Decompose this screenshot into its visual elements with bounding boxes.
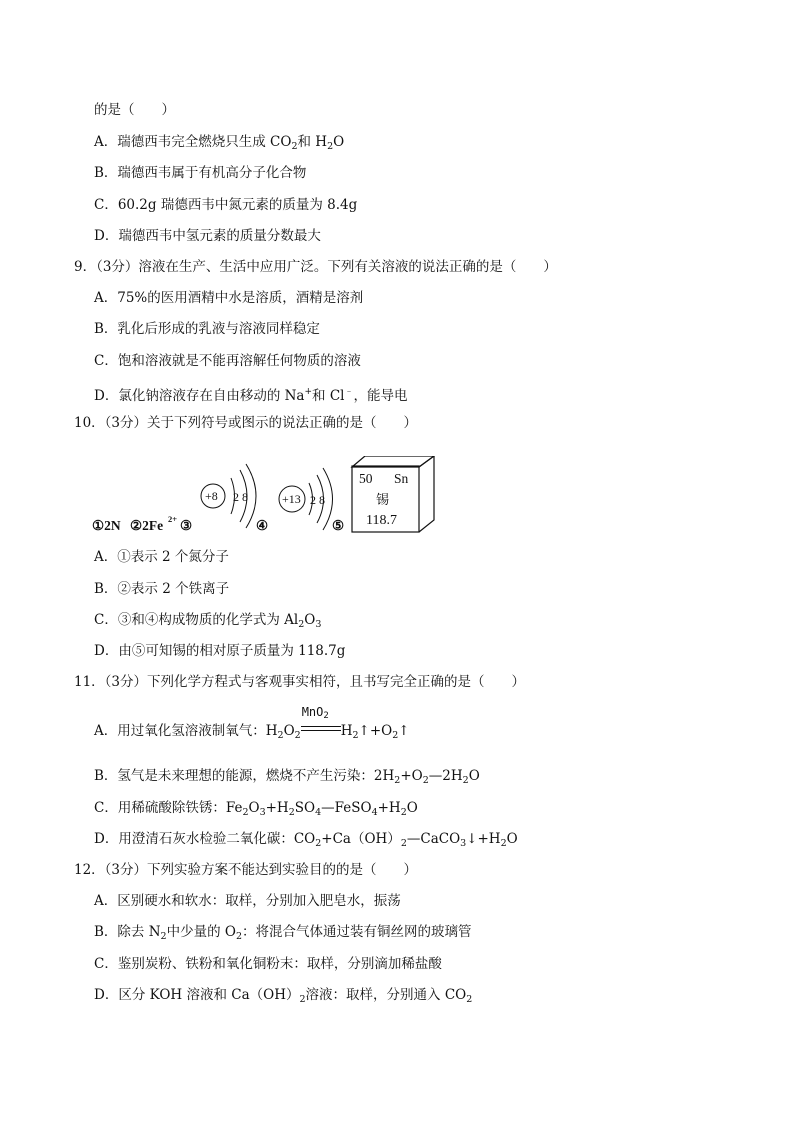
atom-2-nucleus: +13 <box>282 492 301 506</box>
periodic-cell-side <box>419 456 434 532</box>
atom-1-nucleus: +8 <box>205 489 218 503</box>
q8-option-c: C．60.2g 瑞德西韦中氮元素的质量为 8.4g <box>94 197 358 213</box>
symbol-2: ②2Fe <box>130 518 164 533</box>
q9-stem: 9．（3分）溶液在生产、生活中应用广泛。下列有关溶液的说法正确的是（ ） <box>74 259 557 275</box>
q11-stem: 11．（3分）下列化学方程式与客观事实相符，且书写完全正确的是（ ） <box>74 674 526 690</box>
q12-option-a: A．区别硬水和软水：取样，分别加入肥皂水，振荡 <box>94 893 401 909</box>
q9-option-d: D．氯化钠溶液存在自由移动的 Na+和 Cl﹣，能导电 <box>94 387 408 404</box>
q11-option-d: D．用澄清石灰水检验二氧化碳：$CO_2+Ca(OH)_2—CaCO_3↓+H_2O$ <box>94 831 518 849</box>
q10-option-c: C．③和④构成物质的化学式为 $Al_2O_3$ <box>94 612 322 630</box>
cell-symbol: Sn <box>394 471 409 486</box>
q9-option-c: C．饱和溶液就是不能再溶解任何物质的溶液 <box>94 353 361 369</box>
q8-option-a: A．瑞德西韦完全燃烧只生成 $CO_2$和 $H_2O$ <box>94 134 345 152</box>
q9-option-a: A．75%的医用酒精中水是溶质，酒精是溶剂 <box>94 290 364 306</box>
cell-atomic-number: 50 <box>359 471 373 486</box>
cell-atomic-mass: 118.7 <box>366 513 397 528</box>
q10-option-d: D．由⑤可知锡的相对原子质量为 118.7g <box>94 643 346 659</box>
q8-stem-tail: 的是（ ） <box>94 102 175 118</box>
label-4: ④ <box>256 518 269 533</box>
label-5: ⑤ <box>332 518 345 533</box>
q10-option-a: A．①表示 2 个氮分子 <box>94 549 229 565</box>
q12-option-c: C．鉴别炭粉、铁粉和氧化铜粉末：取样，分别滴加稀盐酸 <box>94 956 442 972</box>
q10-symbol-diagram <box>92 456 452 538</box>
q10-stem: 10．（3分）关于下列符号或图示的说法正确的是（ ） <box>74 415 418 431</box>
catalyst-label: MnO <box>301 705 324 719</box>
symbol-2-charge: 2+ <box>168 514 178 524</box>
cell-element-name: 锡 <box>376 492 390 507</box>
symbol-3: ③ <box>180 518 193 533</box>
atom-2-shells: 2 8 <box>310 493 325 507</box>
atom-1-shells: 2 8 <box>233 490 248 504</box>
q12-option-b: B．除去 $N_2$中少量的 $O_2$：将混合气体通过装有铜丝网的玻璃管 <box>94 924 472 942</box>
q11-option-c: C．用稀硫酸除铁锈：$Fe_2O_3+H_2SO_4—FeSO_4+H_2O$ <box>94 800 418 818</box>
q12-option-d: D．区分 KOH 溶液和 $Ca(OH)_2$溶液：取样，分别通入 $CO_2$ <box>94 987 473 1005</box>
q10-option-b: B．②表示 2 个铁离子 <box>94 581 230 597</box>
q11-option-a: A．用过氧化氢溶液制氧气：$H_2O_2$ MnO2 $H_2↑+O_2↑$ <box>94 705 410 741</box>
q8-option-b: B．瑞德西韦属于有机高分子化合物 <box>94 165 307 181</box>
q9-option-b: B．乳化后形成的乳液与溶液同样稳定 <box>94 321 320 337</box>
q8-option-d: D．瑞德西韦中氢元素的质量分数最大 <box>94 228 321 244</box>
q11-option-b: B．氢气是未来理想的能源，燃烧不产生污染：$2H_2+O_2—2H_2O$ <box>94 768 480 786</box>
q12-stem: 12．（3分）下列实验方案不能达到实验目的的是（ ） <box>74 862 418 878</box>
catalyst-equals-sign: MnO2 <box>301 721 341 735</box>
symbol-1: ①2N <box>92 518 121 533</box>
